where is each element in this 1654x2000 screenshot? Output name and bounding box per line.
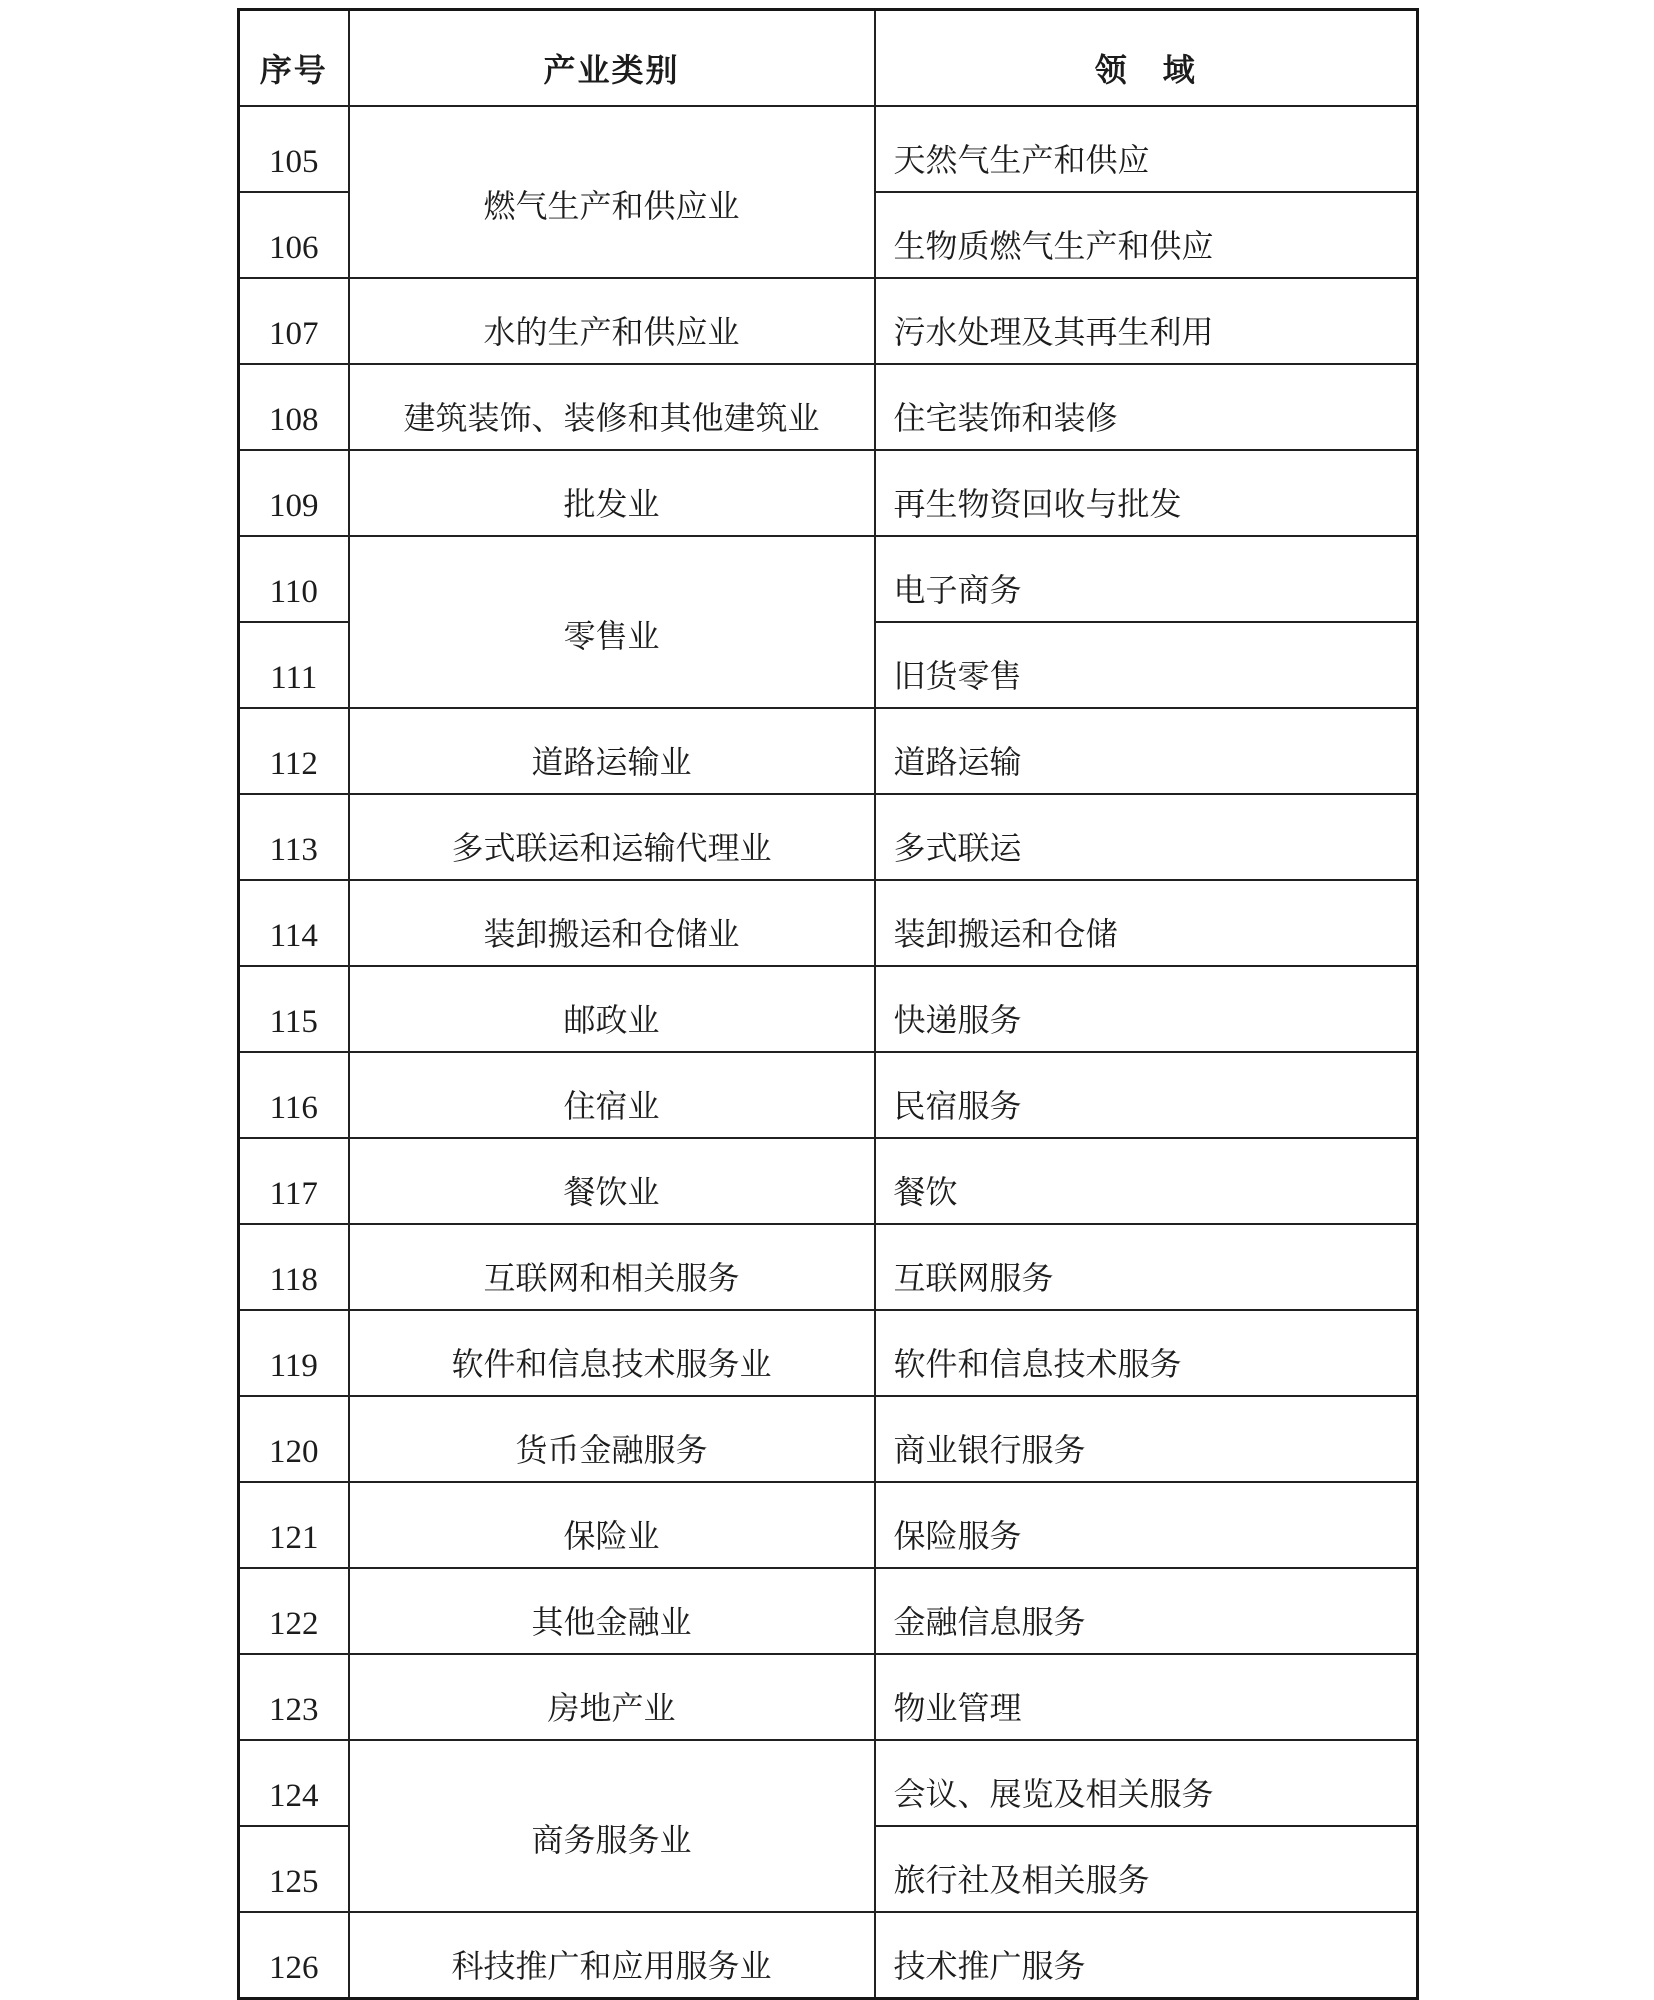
row-number-cell: 126 <box>239 1912 349 1999</box>
row-number-cell: 119 <box>239 1310 349 1396</box>
table-row <box>239 1740 1418 1826</box>
table-row <box>239 1482 1418 1568</box>
category-cell: 多式联运和运输代理业 <box>349 794 875 880</box>
table-row <box>239 1224 1418 1310</box>
table-row <box>239 1912 1418 1999</box>
row-number-cell: 125 <box>239 1826 349 1912</box>
category-cell: 其他金融业 <box>349 1568 875 1654</box>
field-cell: 民宿服务 <box>875 1052 1418 1138</box>
category-cell: 住宿业 <box>349 1052 875 1138</box>
category-cell: 房地产业 <box>349 1654 875 1740</box>
table-row <box>239 278 1418 364</box>
row-number-cell: 116 <box>239 1052 349 1138</box>
row-number-cell: 124 <box>239 1740 349 1826</box>
field-cell: 旅行社及相关服务 <box>875 1826 1418 1912</box>
category-cell: 保险业 <box>349 1482 875 1568</box>
table-row <box>239 450 1418 536</box>
table-row <box>239 794 1418 880</box>
field-cell: 天然气生产和供应 <box>875 106 1418 192</box>
row-number-cell: 114 <box>239 880 349 966</box>
category-cell: 科技推广和应用服务业 <box>349 1912 875 1999</box>
table-row <box>239 1138 1418 1224</box>
field-cell: 商业银行服务 <box>875 1396 1418 1482</box>
field-cell: 旧货零售 <box>875 622 1418 708</box>
header-field: 领 域 <box>875 10 1418 107</box>
row-number-cell: 112 <box>239 708 349 794</box>
field-cell: 金融信息服务 <box>875 1568 1418 1654</box>
row-number-cell: 120 <box>239 1396 349 1482</box>
category-cell: 互联网和相关服务 <box>349 1224 875 1310</box>
field-cell: 互联网服务 <box>875 1224 1418 1310</box>
category-cell: 装卸搬运和仓储业 <box>349 880 875 966</box>
header-category: 产业类别 <box>349 10 875 107</box>
field-cell: 快递服务 <box>875 966 1418 1052</box>
category-cell: 建筑装饰、装修和其他建筑业 <box>349 364 875 450</box>
table-row <box>239 880 1418 966</box>
table-row <box>239 1310 1418 1396</box>
field-cell: 保险服务 <box>875 1482 1418 1568</box>
category-cell: 水的生产和供应业 <box>349 278 875 364</box>
field-cell: 软件和信息技术服务 <box>875 1310 1418 1396</box>
field-cell: 污水处理及其再生利用 <box>875 278 1418 364</box>
category-cell: 商务服务业 <box>349 1740 875 1912</box>
field-cell: 餐饮 <box>875 1138 1418 1224</box>
header-no: 序号 <box>239 10 349 107</box>
table-row <box>239 1568 1418 1654</box>
category-cell: 零售业 <box>349 536 875 708</box>
row-number-cell: 123 <box>239 1654 349 1740</box>
row-number-cell: 113 <box>239 794 349 880</box>
category-cell: 燃气生产和供应业 <box>349 106 875 278</box>
table-row <box>239 1396 1418 1482</box>
row-number-cell: 109 <box>239 450 349 536</box>
table-row <box>239 106 1418 192</box>
row-number-cell: 107 <box>239 278 349 364</box>
field-cell: 再生物资回收与批发 <box>875 450 1418 536</box>
category-cell: 邮政业 <box>349 966 875 1052</box>
field-cell: 物业管理 <box>875 1654 1418 1740</box>
row-number-cell: 115 <box>239 966 349 1052</box>
row-number-cell: 117 <box>239 1138 349 1224</box>
field-cell: 技术推广服务 <box>875 1912 1418 1999</box>
field-cell: 道路运输 <box>875 708 1418 794</box>
row-number-cell: 122 <box>239 1568 349 1654</box>
field-cell: 住宅装饰和装修 <box>875 364 1418 450</box>
table-row <box>239 1654 1418 1740</box>
category-cell: 软件和信息技术服务业 <box>349 1310 875 1396</box>
row-number-cell: 105 <box>239 106 349 192</box>
field-cell: 电子商务 <box>875 536 1418 622</box>
category-cell: 道路运输业 <box>349 708 875 794</box>
field-cell: 多式联运 <box>875 794 1418 880</box>
row-number-cell: 110 <box>239 536 349 622</box>
row-number-cell: 118 <box>239 1224 349 1310</box>
table-row <box>239 1052 1418 1138</box>
row-number-cell: 106 <box>239 192 349 278</box>
table-row <box>239 966 1418 1052</box>
row-number-cell: 121 <box>239 1482 349 1568</box>
category-cell: 货币金融服务 <box>349 1396 875 1482</box>
field-cell: 装卸搬运和仓储 <box>875 880 1418 966</box>
table-row <box>239 708 1418 794</box>
table-row <box>239 364 1418 450</box>
category-cell: 批发业 <box>349 450 875 536</box>
field-cell: 生物质燃气生产和供应 <box>875 192 1418 278</box>
row-number-cell: 108 <box>239 364 349 450</box>
row-number-cell: 111 <box>239 622 349 708</box>
industry-category-table <box>237 8 1419 2000</box>
field-cell: 会议、展览及相关服务 <box>875 1740 1418 1826</box>
category-cell: 餐饮业 <box>349 1138 875 1224</box>
header-row <box>239 10 1418 107</box>
table-row <box>239 536 1418 622</box>
